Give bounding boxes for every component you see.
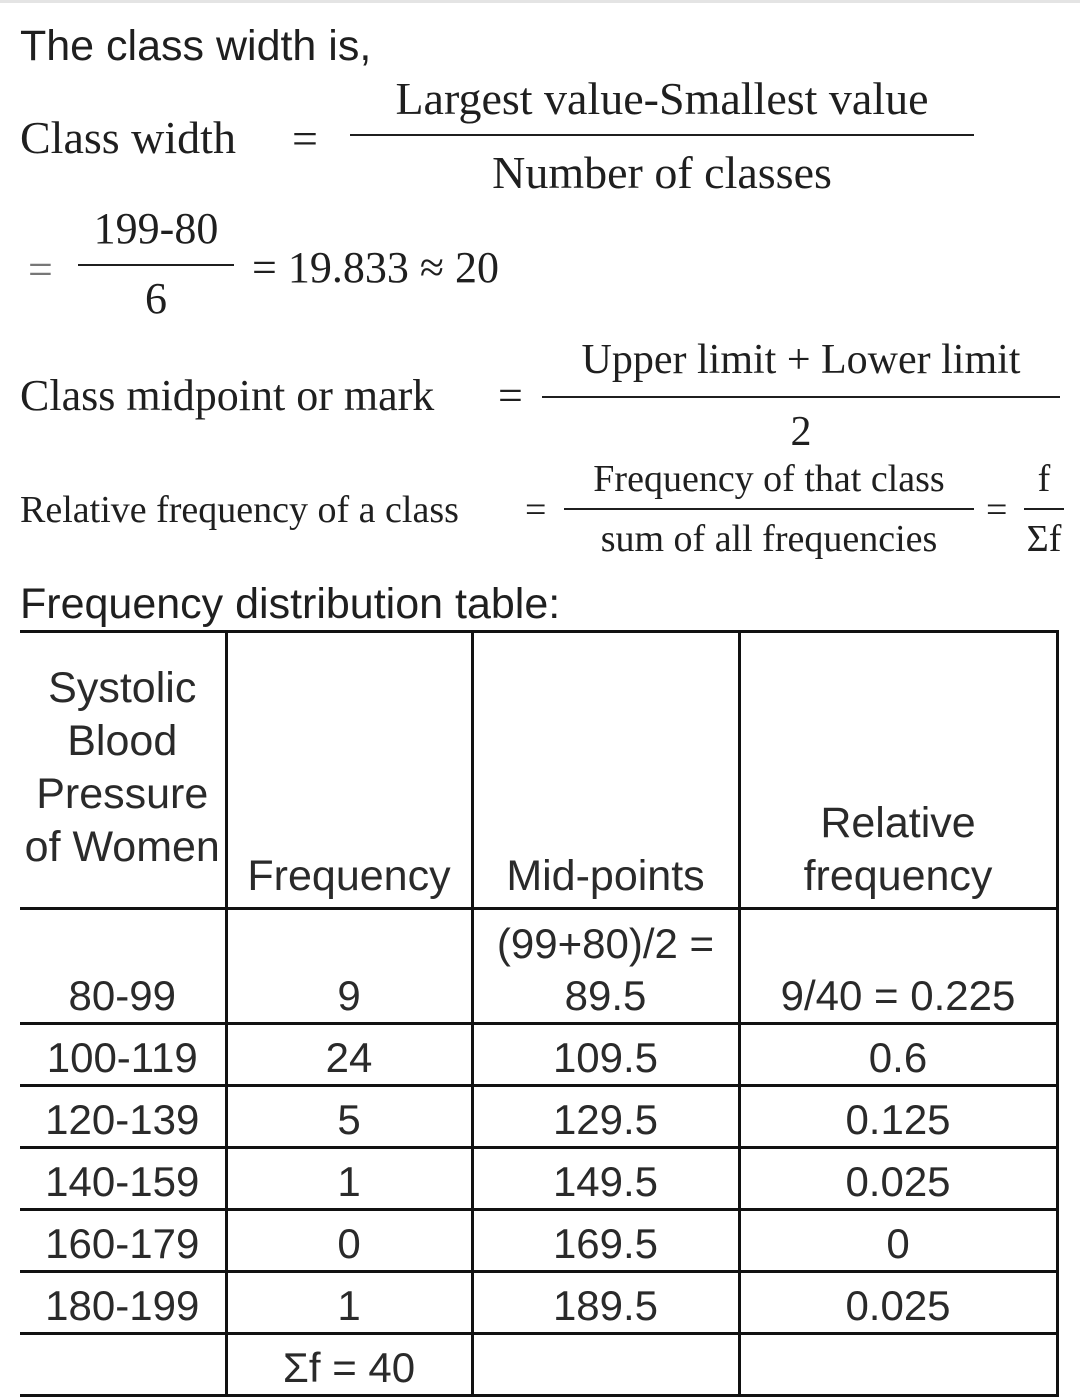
- table-total-row: [20, 1334, 1057, 1396]
- midpoint-fraction: [542, 334, 1060, 458]
- table-header-row: [20, 632, 1057, 909]
- computation-result: = 19.833 ≈ 20: [252, 243, 499, 292]
- midpoint-label: Class midpoint or mark: [20, 371, 435, 420]
- class-width-numerator: Largest value-Smallest value: [395, 73, 929, 124]
- midpoint-value: 89.5: [564, 972, 647, 1019]
- computation-numerator: 199-80: [93, 204, 219, 253]
- cell-relative: 0.125: [739, 1086, 1057, 1148]
- fraction-bar: [564, 508, 974, 510]
- frequency-distribution-table: [20, 630, 1059, 1397]
- midpoint-equals: =: [498, 371, 523, 420]
- cell-empty: [20, 1334, 226, 1396]
- relative-frequency-denominator: sum of all frequencies: [600, 518, 938, 560]
- cell-class: 100-119: [20, 1024, 226, 1086]
- cell-midpoint: 129.5: [472, 1086, 739, 1148]
- relative-frequency-label: Relative frequency of a class: [20, 489, 459, 531]
- fraction-bar: [350, 134, 974, 136]
- short-numerator: f: [1037, 458, 1051, 500]
- cell-class: 80-99: [20, 909, 226, 1024]
- cell-relative: 0: [739, 1210, 1057, 1272]
- midpoint-expression: (99+80)/2 =: [496, 920, 715, 967]
- cell-relative: 0.025: [739, 1272, 1057, 1334]
- computation-denominator: 6: [145, 274, 167, 323]
- cell-midpoint: 169.5: [472, 1210, 739, 1272]
- cell-class: 120-139: [20, 1086, 226, 1148]
- top-divider: [0, 0, 1080, 3]
- relative-frequency-fraction: [564, 456, 974, 562]
- fraction-bar: [78, 264, 234, 266]
- cell-midpoint: 109.5: [472, 1024, 739, 1086]
- intro-text: The class width is,: [20, 22, 372, 70]
- cell-midpoint: 189.5: [472, 1272, 739, 1334]
- cell-frequency: 24: [226, 1024, 472, 1086]
- cell-midpoint: 149.5: [472, 1148, 739, 1210]
- cell-frequency: 5: [226, 1086, 472, 1148]
- header-relative-frequency: Relative frequency: [739, 632, 1057, 909]
- relative-frequency-numerator: Frequency of that class: [593, 458, 945, 500]
- cell-class: 140-159: [20, 1148, 226, 1210]
- table-title: Frequency distribution table:: [20, 580, 561, 628]
- computation-equals: =: [28, 245, 53, 294]
- midpoint-denominator: 2: [790, 409, 812, 455]
- cell-class: 180-199: [20, 1272, 226, 1334]
- header-frequency: Frequency: [226, 632, 472, 909]
- cell-frequency: 1: [226, 1272, 472, 1334]
- cell-relative: 0.025: [739, 1148, 1057, 1210]
- class-width-fraction: [350, 72, 974, 200]
- header-class: Systolic Blood Pressure of Women: [20, 632, 226, 909]
- table-row: [20, 1272, 1057, 1334]
- cell-midpoint: [472, 909, 739, 1024]
- class-width-label: Class width: [20, 112, 236, 163]
- table-row: [20, 1024, 1057, 1086]
- computation-fraction: [78, 204, 234, 324]
- table-row: [20, 909, 1057, 1024]
- fraction-bar: [542, 396, 1060, 398]
- relative-frequency-equals-2: =: [986, 489, 1008, 531]
- cell-empty: [472, 1334, 739, 1396]
- cell-frequency: 0: [226, 1210, 472, 1272]
- table-row: [20, 1148, 1057, 1210]
- table-row: [20, 1210, 1057, 1272]
- relative-frequency-equals: =: [525, 489, 547, 531]
- class-width-denominator: Number of classes: [492, 147, 832, 198]
- cell-class: 160-179: [20, 1210, 226, 1272]
- cell-frequency: 1: [226, 1148, 472, 1210]
- cell-frequency: 9: [226, 909, 472, 1024]
- fraction-bar: [1024, 508, 1064, 510]
- midpoint-numerator: Upper limit + Lower limit: [581, 337, 1021, 383]
- table-row: [20, 1086, 1057, 1148]
- cell-total-frequency: Σf = 40: [226, 1334, 472, 1396]
- cell-relative: 0.6: [739, 1024, 1057, 1086]
- cell-relative: 9/40 = 0.225: [739, 909, 1057, 1024]
- class-width-equals: =: [292, 113, 318, 164]
- short-denominator: Σf: [1026, 518, 1062, 560]
- relative-frequency-short-fraction: [1024, 456, 1064, 562]
- header-midpoints: Mid-points: [472, 632, 739, 909]
- cell-empty: [739, 1334, 1057, 1396]
